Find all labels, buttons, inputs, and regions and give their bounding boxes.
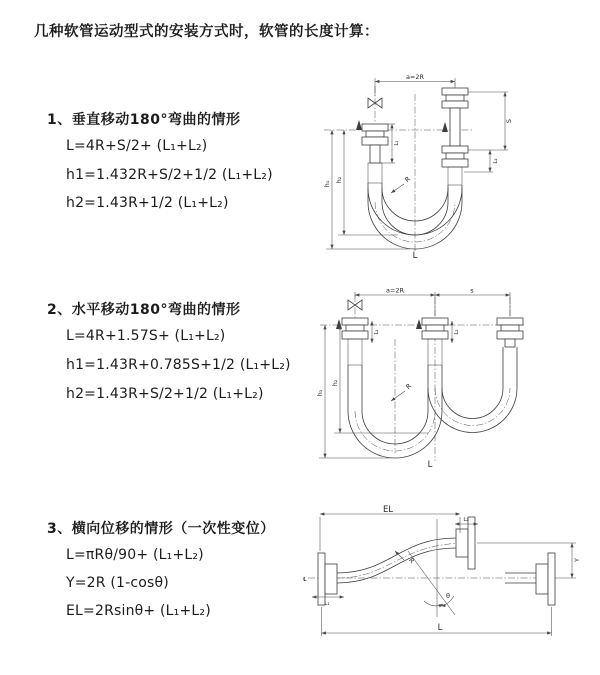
dim-label-h2: h₂ [331, 379, 339, 387]
section-1-formula-L: L=4R+S/2+ (L₁+L₂) [66, 138, 208, 154]
dim-label-h1: h₁ [316, 389, 324, 397]
dim-label-l1: L₁ [394, 140, 400, 146]
lower-right-flange [505, 553, 555, 605]
flow-arrow-icon [356, 120, 362, 130]
dim-label-movement: s [470, 286, 474, 295]
dim-label-span: a=2R [385, 286, 405, 295]
dim-label-h2: h₂ [335, 176, 343, 184]
centerline-symbol: ℄ [303, 577, 307, 583]
dim-label-length: L [412, 251, 418, 260]
section-3-formula-L: L=πRθ/90+ (L₁+L₂) [66, 547, 204, 563]
angle-arc [424, 601, 443, 606]
dim-label-y: Y [573, 558, 581, 562]
section-1-formula-h2: h2=1.43R+1/2 (L₁+L₂) [66, 195, 229, 211]
braided-section [368, 163, 382, 183]
page-title: 几种软管运动型式的安装方式时，软管的长度计算： [34, 24, 379, 40]
dim-label-l2: L₂ [463, 517, 469, 523]
left-hose-fitting [342, 318, 368, 365]
dim-label-length: L [437, 623, 443, 633]
diagram-lateral-displacement [300, 505, 595, 654]
diagram-horizontal-180-bend [312, 283, 545, 474]
dim-label-l2: L₂ [454, 329, 460, 335]
dim-label-theta: θ [446, 592, 450, 600]
dim-label-movement: S [505, 118, 513, 124]
left-hose-fitting [362, 124, 388, 183]
section-2-formula-L: L=4R+1.57S+ (L₁+L₂) [66, 328, 226, 344]
flow-arrow-icon [336, 319, 342, 329]
dim-label-l1: L₁ [374, 329, 380, 335]
flow-arrow-icon [442, 122, 448, 132]
dim-label-span: a=2R [405, 73, 425, 81]
flow-arrow-icon [416, 319, 422, 329]
right-hose-fitting [497, 318, 523, 347]
section-1-formula-h1: h1=1.432R+S/2+1/2 (L₁+L₂) [66, 167, 273, 183]
section-2-formula-h2: h2=1.43R+S/2+1/2 (L₁+L₂) [66, 386, 264, 402]
diagram-vertical-180-bend [312, 72, 530, 264]
dim-label-radius: R [404, 381, 414, 391]
dim-label-l2: L₂ [493, 158, 499, 164]
braided-section [448, 167, 462, 185]
section-3-formula-Y: Y=2R (1-cosθ) [66, 575, 169, 591]
section-3-heading: 3、横向位移的情形（一次性变位） [47, 521, 275, 537]
section-3-formula-EL: EL=2Rsinθ+ (L₁+L₂) [66, 603, 211, 619]
dim-label-el: EL [382, 505, 394, 515]
hose-u-bend-position-2 [428, 347, 517, 432]
middle-hose-fitting [422, 318, 448, 365]
upper-right-flange [456, 517, 475, 569]
section-1-heading: 1、垂直移动180°弯曲的情形 [47, 112, 241, 128]
dim-label-radius: R [407, 556, 417, 566]
right-hose-fitting [442, 88, 468, 185]
section-2-formula-h1: h1=1.43R+0.785S+1/2 (L₁+L₂) [66, 357, 291, 373]
dim-label-length: L [427, 460, 433, 470]
dim-label-l1: L₁ [324, 601, 330, 607]
section-2-heading: 2、水平移动180°弯曲的情形 [47, 302, 241, 318]
s-curve-hose [337, 538, 468, 583]
dim-label-h1: h₁ [323, 180, 331, 188]
dim-label-radius: R [403, 174, 413, 184]
